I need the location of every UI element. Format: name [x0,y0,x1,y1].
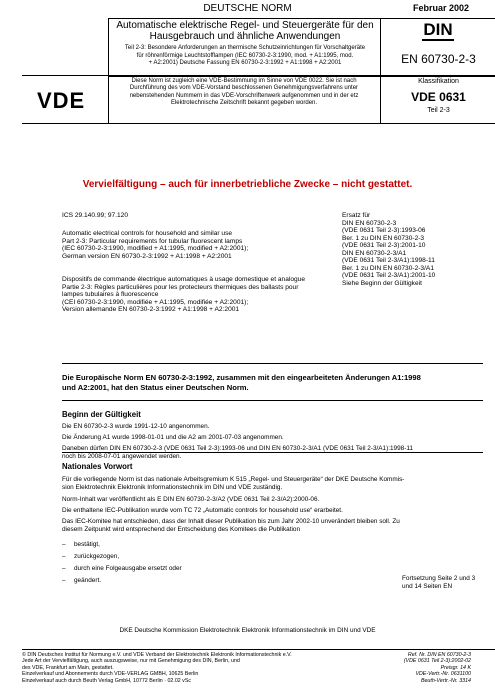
english-line: (IEC 60730-2-3:1990, modified + A1:1995, modified + A2:2001); [62,245,249,252]
document-subtitle [113,45,377,68]
vde-logo [37,88,97,112]
english-title-block [62,230,337,260]
ersatz-line: (VDE 0631 Teil 2-3):2001-10 [342,242,426,249]
ics-code: ICS 29.140.99; 97.120 [62,212,128,219]
ersatz-line: Siehe Beginn der Gültigkeit [342,279,422,287]
continuation-line: und 14 Seiten EN [402,582,453,590]
klassifikation-value: VDE 0631 [411,90,466,104]
ersatz-line: (VDE 0631 Teil 2-3/A1):2001-10 [342,272,436,279]
list-dash: – [62,577,66,584]
vde-note-line-1: Diese Norm ist zugleich eine VDE-Bestimmung im Sinne von VDE 0022. Sie ist nach [131,78,357,84]
title-line-1: Automatische elektrische Regel- und Steuergeräte für den [116,20,374,31]
section-title-foreword: Nationales Vorwort [62,462,133,471]
foreword-line: diesem Zeitpunkt wird entsprechend der Entscheidung des Komitees die Publikation [62,525,301,533]
subtitle-line-3: + A2:2001) Deutsche Fassung EN 60730-2-3:1992 + A1:1998 + A2:2001 [148,60,342,66]
footer-divider [22,649,495,650]
french-line: Version allemande EN 60730-2-3:1992 + A1:1998 + A2:2001 [62,306,240,313]
english-line: German version EN 60730-2-3:1992 + A1:1998 + A2:2001 [62,252,232,260]
english-line: Part 2-3: Particular requirements for tubular fluorescent lamps [62,237,243,245]
footer-line: Jede Art der Vervielfältigung, auch auszugsweise, nur mit Genehmigung des DIN, Berlin, und [22,658,240,665]
replacement-block [342,212,482,287]
document-title [109,20,381,42]
french-line: lampes tubulaires à fluorescence [62,291,159,298]
foreword-paragraph: Norm-Inhalt war veröffentlicht als E DIN EN 60730-2-3/A2 (VDE 0631 Teil 2-3/A2):2000-06. [62,496,320,503]
continuation-line: Fortsetzung Seite 2 und 3 [402,575,476,582]
french-line: Dispositifs de commande électrique automatiques à usage domestique et analogue [62,276,306,283]
vde-note-line-4: Elektrotechnische Zeitschrift bekannt gegeben worden. [170,99,318,106]
list-item-text: zurückgezogen, [74,553,120,560]
ersatz-line: DIN EN 60730-2-3 [342,219,397,227]
french-line: Partie 2-3: Règles particulières pour les protecteurs thermiques des ballasts pour [62,283,299,291]
ersatz-line: Ber. 1 zu DIN EN 60730-2-3/A1 [342,264,434,272]
list-dash: – [62,541,66,548]
din-logo: DIN [423,20,453,39]
klassifikation-label: Klassifikation [418,78,459,85]
footer-ref-line: (VDE 0631 Teil 2-3):2002-02 [403,658,471,665]
din-cell [380,18,495,77]
continuation-note [402,575,492,590]
footer-line: des VDE, Frankfurt am Main, gestattet. [22,664,114,671]
footer-ref-line: Preisgr. 14 K [440,664,471,671]
vde-note-line-2: Durchführung des vom VDE-Vorstand beschlossenen Genehmigungsverfahrens unter [129,85,359,92]
ersatz-line: Ersatz für [342,212,371,219]
foreword-paragraph [62,476,492,491]
din-number: EN 60730-2-3 [401,52,476,66]
list-item-text: bestätigt, [74,541,100,548]
top-header [0,0,495,18]
foreword-line: Das IEC-Komitee hat entschieden, dass der Inhalt dieser Publikation bis zum Jahr 2002-10 unverändert bleiben soll. Zu [62,518,400,525]
ersatz-line: Ber. 1 zu DIN EN 60730-2-3 [342,234,425,242]
status-statement [62,373,483,393]
footer-ref-line: Beuth-Vertr.-Nr. 3314 [420,677,471,684]
list-item-text: geändert. [74,577,102,584]
vde-note [113,78,375,107]
title-cell [108,18,381,77]
validity-line: noch bis 2008-07-01 angewendet werden. [62,452,182,460]
validity-paragraph: Die Änderung A1 wurde 1998-01-01 und die A2 am 2001-07-03 angenommen. [62,434,284,441]
french-line: (CEI 60730-2-3:1990, modifiée + A1:1995, modifiée + A2:2001); [62,298,249,306]
footer-line: Einzelverkauf auch durch Beuth Verlag GmbH, 10772 Berlin · 02.02 vSc [22,677,192,684]
subtitle-line-1: Teil 2-3: Besondere Anforderungen an thermische Schutzeinrichtungen für Vorschaltgeräte [124,45,366,51]
klassifikation-part: Teil 2-3 [427,107,450,114]
copy-warning: Vervielfältigung – auch für innerbetriebliche Zwecke – nicht gestattet. [82,179,413,190]
vde-logo-text: VDE [37,88,86,112]
statement-line-1: Die Europäische Norm EN 60730-2-3:1992, zusammen mit den eingearbeiteten Änderungen A1:1998 [62,373,421,382]
section-title-validity: Beginn der Gültigkeit [62,410,141,419]
validity-paragraph: Die EN 60730-2-3 wurde 1991-12-10 angenommen. [62,423,210,430]
title-line-2: Hausgebrauch und ähnliche Anwendungen [149,31,341,42]
footer-copyright [22,652,352,684]
ersatz-line: (VDE 0631 Teil 2-3):1993-06 [342,227,426,234]
footer-ref-line: Ref. Nr. DIN EN 60730-2-3 [407,652,471,658]
english-line: Automatic electrical controls for household and similar use [62,230,233,237]
footer-line: © DIN Deutsches Institut für Normung e.V. und VDE Verband der Elektrotechnik Elektronik Informationstechnik e.V. [22,652,292,658]
divider [62,363,483,364]
ersatz-line: DIN EN 60730-2-3/A1 [342,249,407,257]
date-label: Februar 2002 [412,3,469,13]
vde-logo-cell [22,75,108,124]
dke-line: DKE Deutsche Kommission Elektrotechnik Elektronik Informationstechnik im DIN und VDE [119,627,376,634]
statement-line-2: und A2:2001, hat den Status einer Deutschen Norm. [62,383,249,392]
foreword-paragraph [62,518,492,533]
validity-paragraph [62,445,492,460]
ersatz-line: (VDE 0631 Teil 2-3/A1):1998-11 [342,257,435,264]
subtitle-line-2: für röhrenförmige Leuchtstofflampen (IEC 60730-2-3:1990, mod. + A1:1995, mod. [136,52,354,59]
divider [62,400,483,401]
vde-note-line-3: nebenstehenden Nummern in das VDE-Vorschriftenwerk aufgenommen und in der etz [129,92,359,99]
series-label: DEUTSCHE NORM [203,3,292,14]
validity-line: Daneben dürfen DIN EN 60730-2-3 (VDE 0631 Teil 2-3):1993-06 und DIN EN 60730-2-3/A1 (VDE 0631 Teil 2-3/A1):1998-11 [62,445,413,452]
footer-line: Einzelverkauf und Abonnements durch VDE-VERLAG GMBH, 10625 Berlin [22,671,199,678]
french-title-block [62,276,337,314]
foreword-line: sion Elektrotechnik Elektronik Informationstechnik im DIN und VDE zuständig. [62,483,283,491]
footer-reference [351,652,471,684]
klassifikation-cell [380,75,495,124]
list-dash: – [62,565,66,572]
foreword-line: Für die vorliegende Norm ist das nationale Arbeitsgremium K 515 „Regel- und Steuergeräte“ der DKE Deutsche Kommis- [62,476,405,483]
list-item-text: durch eine Folgeausgabe ersetzt oder [74,565,182,572]
list-dash: – [62,553,66,560]
footer-ref-line: VDE-Vertr.-Nr. 0631100 [415,671,471,678]
foreword-paragraph: Die enthaltene IEC-Publikation wurde vom TC 72 „Automatic controls for household use“ erarbeitet. [62,507,343,514]
vde-note-cell [108,75,381,124]
